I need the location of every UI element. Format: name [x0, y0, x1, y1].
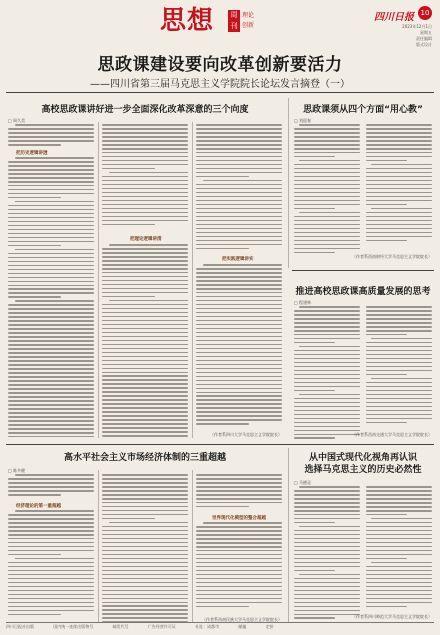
section-2-title: 思政课须从四个方面“用心教”: [303, 105, 423, 115]
editor-label: 责任编辑: [416, 36, 432, 41]
column-rule: [288, 448, 289, 622]
section-2-text-col1: [294, 124, 360, 256]
column-rule: [288, 98, 289, 268]
masthead: [6, 4, 434, 47]
section-1-text-col1a: [8, 124, 94, 150]
section-box-label: 周刊: [228, 10, 240, 32]
section-3-top-rule: [292, 270, 434, 271]
section-4-text-col1b: [8, 510, 94, 622]
newspaper-page: [6, 4, 434, 631]
section-1-text-col2a: [102, 124, 188, 234]
section-2-author-note: （作者系西南财经大学马克思主义学院院长）: [352, 254, 432, 259]
page-subheadline: ——四川省第三届马克思主义学院院长论坛发言摘登（一）: [90, 79, 350, 90]
section-5-text-col1: [294, 486, 360, 620]
section-3-text-col1: [294, 306, 360, 440]
page-number: 10: [418, 6, 432, 20]
section-1-text-col3b: [196, 264, 282, 430]
section-name: 思想: [160, 6, 215, 36]
section-1-text-col3a: [196, 124, 282, 254]
section-2-byline: □ 刘迎春: [294, 118, 312, 123]
section-3-title: 推进高校思政课高质量发展的思考: [295, 287, 431, 297]
footer-item: 国内统一连续出版物号: [53, 624, 94, 629]
section-4-text-col3b: [196, 522, 282, 616]
section-1-author-note: （作者系四川大学马克思主义学院院长）: [210, 432, 282, 437]
section-5-title: 从中国式现代化视角再认识 选择马克思主义的历史必然性: [304, 453, 422, 475]
section-badge: [160, 6, 272, 36]
section-4-text-col2: [102, 474, 188, 622]
section-1-subhead-1: 把历史逻辑讲透: [16, 151, 48, 156]
lower-rule: [6, 444, 434, 445]
section-4-text-col1a: [8, 474, 94, 502]
footer-rule: [6, 622, 434, 623]
section-4-byline: □ 陈多健: [8, 468, 26, 473]
section-1-title: 高校思政课讲好进一步全面深化改革深意的三个向度: [41, 105, 249, 115]
footer-item: 四川日报社出版: [6, 624, 34, 629]
column-rule: [98, 122, 99, 438]
column-rule: [192, 122, 193, 438]
section-5-byline: □ 马德灵: [294, 480, 312, 485]
issue-weekday: 星期五: [420, 30, 432, 35]
column-rule: [192, 470, 193, 622]
newspaper-logo: 四川日报: [374, 12, 414, 23]
page-headline: 思政课建设要向改革创新要活力: [97, 55, 343, 75]
section-1-byline: □ 周久美: [8, 118, 26, 123]
section-small-labels: 理论 创新: [242, 12, 255, 29]
section-3-author-note: （作者系西南交通大学马克思主义学院院长）: [352, 432, 432, 437]
section-3-byline: □ 程建林: [294, 300, 312, 305]
column-rule: [98, 470, 99, 622]
section-1-subhead-2: 把理论逻辑讲清: [130, 237, 162, 242]
section-1-text-col1b: [8, 157, 94, 437]
section-5-text-col2: [366, 486, 432, 612]
section-1-text-col2b: [102, 244, 188, 438]
page-footer: [6, 624, 434, 630]
section-4-subhead-1: 经济理论的第一重超越: [16, 504, 61, 509]
header-rule: [6, 92, 434, 93]
section-4-author-note: （作者系西南民族大学马克思主义学院院长）: [202, 617, 282, 622]
section-4-subhead-2: 世界现代化模型的整合超越: [212, 516, 266, 521]
footer-item: 社址：成都市: [195, 624, 220, 629]
section-1-subhead-3: 把实践逻辑讲实: [222, 257, 254, 262]
footer-item: 邮发代号: [112, 624, 129, 629]
section-5-author-note: （作者系四川师范大学马克思主义学院院长）: [352, 614, 432, 619]
footer-item: 定价: [265, 624, 274, 629]
footer-item: 广告经营许可证: [147, 624, 176, 629]
section-2-text-col2: [366, 124, 432, 246]
section-4-title: 高水平社会主义市场经济体制的三重超越: [63, 453, 226, 463]
designer-label: 版式设计: [416, 42, 432, 47]
masthead-meta: [402, 24, 432, 48]
section-3-text-col2: [366, 306, 432, 426]
issue-date: 2023年12月1日: [402, 24, 432, 29]
section-4-text-col3a: [196, 474, 282, 512]
footer-item: 邮编: [238, 624, 247, 629]
